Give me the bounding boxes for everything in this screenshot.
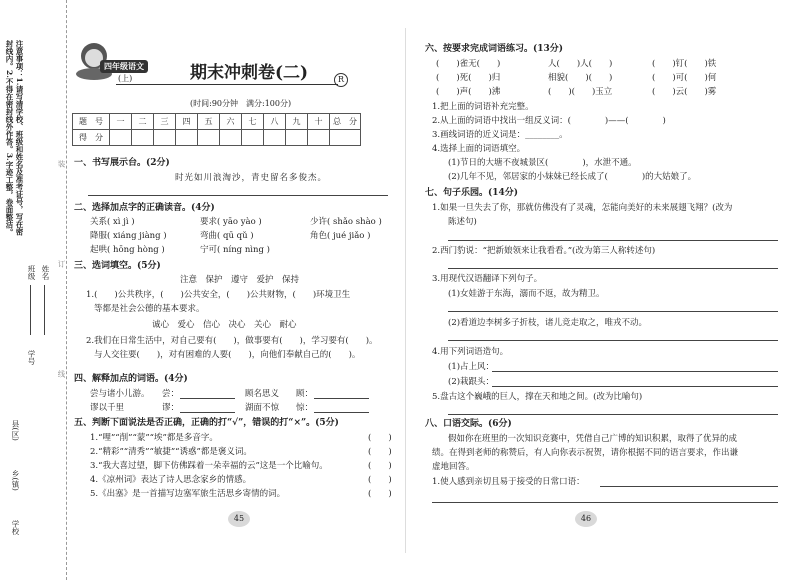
binding-strip — [0, 0, 67, 580]
answer-line[interactable] — [448, 240, 778, 241]
page-number-left: 45 — [228, 511, 250, 527]
score-head-cell: 总 分 — [330, 114, 361, 130]
answer-line[interactable] — [432, 502, 778, 503]
score-cell[interactable] — [154, 130, 176, 146]
answer-line[interactable] — [314, 398, 369, 399]
score-head-cell: 二 — [132, 114, 154, 130]
idiom-question-1: 1.把上面的词语补充完整。 — [432, 102, 534, 112]
idiom-question-4a[interactable]: (1)节日的大塘不夜城景区( )，水泄不通。 — [448, 158, 637, 168]
score-table — [72, 113, 361, 146]
pinyin-item[interactable]: 角色( jué jiǎo ) — [310, 231, 371, 241]
score-head-cell: 四 — [176, 114, 198, 130]
score-cell[interactable] — [330, 130, 361, 146]
pinyin-item[interactable]: 关系( xì jì ) — [90, 217, 135, 227]
idiom-item[interactable]: ( )雀无( ) — [436, 59, 501, 69]
score-head-cell: 五 — [198, 114, 220, 130]
pinyin-item[interactable]: 降服( xiáng jiàng ) — [90, 231, 167, 241]
answer-line[interactable] — [492, 386, 778, 387]
idiom-question-4: 4.选择上面的词语填空。 — [432, 144, 526, 154]
answer-line[interactable] — [448, 340, 778, 341]
sentence-question-5: 5.盘古这个巍峨的巨人，撑在天和地之间。(改为比喻句) — [432, 392, 643, 402]
score-cell[interactable] — [220, 130, 242, 146]
answer-line[interactable] — [448, 311, 778, 312]
score-head-cell: 九 — [286, 114, 308, 130]
idiom-item[interactable]: ( )可( )何 — [652, 73, 717, 83]
answer-line[interactable] — [492, 371, 778, 372]
section-5-title: 五、判断下面说法是否正确，正确的打“√”，错误的打“×”。(5分) — [74, 418, 339, 428]
county-label: 县(区) — [11, 420, 20, 441]
answer-line[interactable] — [448, 414, 778, 415]
explain-label: 顾： — [296, 389, 314, 399]
oral-paragraph-line: 绩。在得到老师的称赞后，有人向你表示祝贺，请你根据不同的语言要求，作出谦 — [432, 448, 739, 458]
explain-item: 尝与诸小儿游。 — [90, 389, 150, 399]
translate-1: (1)女娃游于东海，溺而不返，故为精卫。 — [448, 289, 605, 299]
fill-question-2[interactable]: 2.我们在日常生活中，对自己要有( )，做事要有( )，学习要有( )。 — [86, 336, 378, 346]
judge-paren[interactable]: ( ) — [368, 461, 392, 471]
idiom-question-2[interactable]: 2.从上面的词语中找出一组反义词：( )——( ) — [432, 116, 666, 126]
student-id-label: 学号 — [27, 350, 36, 365]
section-4-title: 四、解释加点的词语。(4分) — [74, 374, 188, 384]
section-3-title: 三、选词填空。(5分) — [74, 261, 161, 271]
sentence-question-1-cont: 陈述句) — [448, 217, 477, 227]
idiom-item[interactable]: ( )云( )雾 — [652, 87, 717, 97]
score-cell[interactable] — [242, 130, 264, 146]
judge-item: 2.“精彩”“清秀”“敏捷”“诱惑”都是褒义词。 — [90, 447, 252, 457]
grade-badge: 四年级语文 — [100, 60, 148, 73]
judge-item: 4.《凉州词》表达了诗人思念家乡的情感。 — [90, 475, 252, 485]
pinyin-item[interactable]: 起哄( hōng hòng ) — [90, 245, 165, 255]
section-7-title: 七、句子乐园。(14分) — [425, 188, 519, 198]
idiom-item[interactable]: ( )死( )归 — [436, 73, 501, 83]
explain-item: 谬以千里 — [90, 403, 125, 413]
oral-question-1: 1.使人感到亲切且易于接受的日常口语： — [432, 477, 585, 487]
page-number-right: 46 — [575, 511, 597, 527]
seal-char: 线 — [57, 370, 66, 378]
time-note: (时间:90分钟 满分:100分) — [190, 99, 292, 108]
exam-notice: 注意事项：1.请写清学校、班级和姓名及准考证号，写在密封线内。2.不得在密封线外作答。3.字迹工整，卷面整洁。 — [5, 40, 24, 236]
score-cell[interactable] — [110, 130, 132, 146]
idiom-question-3[interactable]: 3.画线词语的近义词是：________。 — [432, 130, 568, 140]
score-head-cell: 六 — [220, 114, 242, 130]
score-cell[interactable] — [286, 130, 308, 146]
score-value-row — [73, 130, 361, 146]
sentence-question-2: 2.西门豹说：“把新娘领来让我看看。”(改为第三人称转述句) — [432, 246, 656, 256]
oral-paragraph-line: 假如你在班里的一次知识竞赛中，凭借自己广博的知识积累，取得了优异的成 — [448, 434, 738, 444]
class-label: 班级 — [27, 265, 36, 280]
score-cell[interactable] — [264, 130, 286, 146]
section-8-title: 八、口语交际。(6分) — [425, 419, 512, 429]
idiom-item[interactable]: 相貌( )( ) — [548, 73, 613, 83]
explain-item: 湖面不惊 — [245, 403, 280, 413]
calligraphy-text: 时光如川浪淘沙，青史留名多俊杰。 — [175, 173, 328, 183]
judge-paren[interactable]: ( ) — [368, 433, 392, 443]
pinyin-item[interactable]: 少许( shǎo shào ) — [310, 217, 382, 227]
answer-line[interactable] — [448, 268, 778, 269]
answer-line[interactable] — [314, 412, 369, 413]
seal-char: 装 — [57, 160, 66, 168]
name-line — [44, 285, 45, 335]
section-2-title: 二、选择加点字的正确读音。(4分) — [74, 203, 215, 213]
score-row-label: 得 分 — [73, 130, 110, 146]
pinyin-item[interactable]: 要求( yāo yào ) — [200, 217, 262, 227]
score-head-cell: 七 — [242, 114, 264, 130]
explain-label: 惊： — [296, 403, 314, 413]
name-label: 姓名 — [41, 265, 50, 280]
sentence-question-3: 3.用现代汉语翻译下列句子。 — [432, 274, 543, 284]
score-head-cell: 一 — [110, 114, 132, 130]
score-head-cell: 八 — [264, 114, 286, 130]
explain-item: 顾名思义 — [245, 389, 280, 399]
make-sentence-1: (1)占上风： — [448, 362, 495, 372]
score-cell[interactable] — [198, 130, 220, 146]
title-rule — [116, 84, 338, 85]
explain-label: 尝： — [162, 389, 180, 399]
judge-item: 5.《出塞》是一首描写边塞军旅生活思乡寄情的词。 — [90, 489, 286, 499]
oral-paragraph-line: 虚地回答。 — [432, 462, 475, 472]
answer-line[interactable] — [180, 412, 235, 413]
section-1-title: 一、书写展示台。(2分) — [74, 158, 170, 168]
section-6-title: 六、按要求完成词语练习。(13分) — [425, 44, 564, 54]
judge-paren[interactable]: ( ) — [368, 447, 392, 457]
make-sentence-2: (2)栽跟头： — [448, 377, 495, 387]
page-divider — [405, 28, 406, 553]
trademark-mark: R — [334, 73, 348, 87]
translate-2: (2)看道边李树多子折枝，诸儿竞走取之，唯戎不动。 — [448, 318, 648, 328]
pinyin-item[interactable]: 宁可( níng nìng ) — [200, 245, 270, 255]
word-bank-1: 注意 保护 遵守 爱护 保持 — [180, 275, 300, 285]
answer-line[interactable] — [180, 398, 235, 399]
idiom-item[interactable]: ( )声( )沸 — [436, 87, 501, 97]
writing-line[interactable] — [88, 195, 388, 196]
class-line — [30, 285, 31, 335]
grade-badge-sub: (上) — [118, 74, 133, 83]
fill-question-1-cont: 等都是社会公德的基本要求。 — [94, 304, 205, 314]
idiom-item[interactable]: ( )钉( )铁 — [652, 59, 717, 69]
score-head-cell: 三 — [154, 114, 176, 130]
idiom-item[interactable]: ( )( )玉立 — [548, 87, 613, 97]
answer-line[interactable] — [600, 486, 778, 487]
judge-paren[interactable]: ( ) — [368, 489, 392, 499]
score-header-row — [73, 114, 361, 130]
sentence-question-1: 1.如果一旦失去了你，那就仿佛没有了灵魂，怎能向美好的未来展翅飞翔？(改为 — [432, 203, 733, 213]
score-head-cell: 十 — [308, 114, 330, 130]
explain-label: 谬： — [162, 403, 180, 413]
judge-paren[interactable]: ( ) — [368, 475, 392, 485]
judge-item: 1.“哩”“削”“蒙”“埃”都是多音字。 — [90, 433, 218, 443]
score-head-cell: 题 号 — [73, 114, 110, 130]
idiom-item[interactable]: 人( )人( ) — [548, 59, 613, 69]
fill-question-1[interactable]: 1.( )公共秩序，( )公共安全，( )公共财物，( )环境卫生 — [86, 290, 351, 300]
school-label: 学校 — [11, 520, 20, 535]
judge-item: 3.“我大喜过望，脚下仿佛踩着一朵幸福的云”这是一个比喻句。 — [90, 461, 328, 471]
pinyin-item[interactable]: 弯曲( qū qǔ ) — [200, 231, 254, 241]
score-cell[interactable] — [308, 130, 330, 146]
town-label: 乡(镇) — [11, 470, 20, 491]
score-cell[interactable] — [176, 130, 198, 146]
page-title: 期末冲刺卷(二) — [190, 63, 309, 83]
idiom-question-4b[interactable]: (2)几年不见，邻居家的小妹妹已经长成了( )的大姑娘了。 — [448, 172, 697, 182]
fill-question-2-cont[interactable]: 与人交往要( )，对有困难的人要( )，向他们奉献自己的( )。 — [94, 350, 361, 360]
score-cell[interactable] — [132, 130, 154, 146]
word-bank-2: 诚心 爱心 信心 决心 关心 耐心 — [152, 320, 297, 330]
seal-char: 订 — [57, 260, 66, 268]
sentence-question-4: 4.用下列词语造句。 — [432, 347, 509, 357]
